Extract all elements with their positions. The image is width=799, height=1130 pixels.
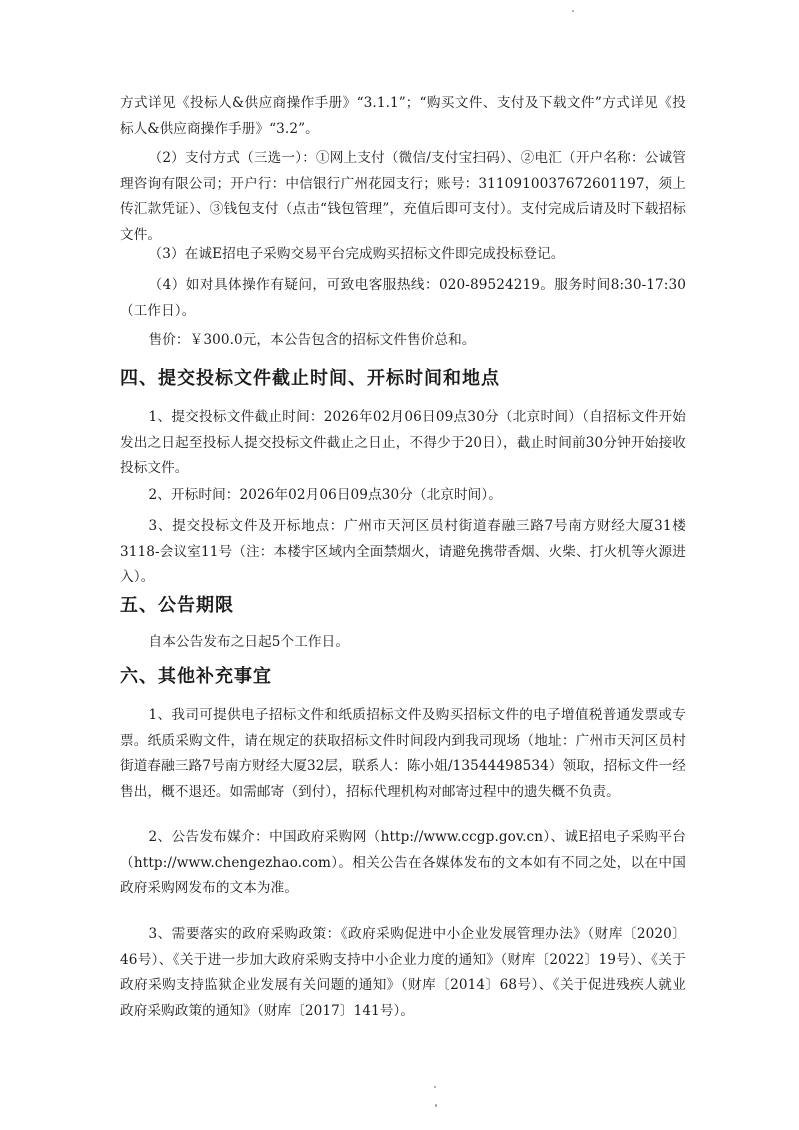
- scan-speck: [434, 1086, 436, 1088]
- paragraph-opening-time: 2、开标时间：2026年02月06日09点30分（北京时间）。: [148, 487, 502, 503]
- paragraph-submission-deadline: 1、提交投标文件截止时间：2026年02月06日09点30分（北京时间）（自招标文件开始发出之日起至投标人提交投标文件截止之日止，不得少于20日），截止时间前30分钟开始接收投标文件。: [120, 409, 686, 476]
- paragraph-hotline: （4）如对具体操作有疑问，可致电客服热线：020-89524219。服务时间8:30-17:30（工作日）。: [120, 277, 686, 319]
- paragraph-invoice-paper-docs: 1、我司可提供电子招标文件和纸质招标文件及购买招标文件的电子增值税普通发票或专票。纸质采购文件，请在规定的获取招标文件时间段内到我司现场（地址：广州市天河区员村街道春融三路7号南方财经大厦32层，联系人：陈小姐/13544498534）领取，招标文件一经售出，概不退还。如需邮寄（到付），招标代理机构对邮寄过程中的遗失概不负责。: [120, 707, 686, 800]
- paragraph-procurement-policies: 3、需要落实的政府采购政策：《政府采购促进中小企业发展管理办法》（财库〔2020〕46号）、《关于进一步加大政府采购支持中小企业力度的通知》（财库〔2022〕19号）、《关于政府采购支持监狱企业发展有关问题的通知》（财库〔2014〕68号）、《关于促进残疾人就业政府采购政策的通知》（财库〔2017〕141号）。: [120, 926, 686, 1019]
- paragraph-notice-period: 自本公告发布之日起5个工作日。: [148, 634, 350, 650]
- section-heading-supplementary: 六、其他补充事宜: [120, 666, 272, 687]
- paragraph-opening-location: 3、提交投标文件及开标地点：广州市天河区员村街道春融三路7号南方财经大厦31楼3118-会议室11号（注：本楼宇区域内全面禁烟火，请避免携带香烟、火柴、打火机等火源进入）。: [120, 518, 686, 585]
- section-heading-notice-period: 五、公告期限: [120, 595, 234, 616]
- paragraph-payment-methods: （2）支付方式（三选一）：①网上支付（微信/支付宝扫码）、②电汇（开户名称：公诚管理咨询有限公司；开户行：中信银行广州花园支行；账号：3110910037672601197，须上传汇款凭证）、③钱包支付（点击“钱包管理”，充值后即可支付）。支付完成后请及时下载招标文件。: [120, 150, 686, 243]
- scan-speck: [435, 1104, 437, 1107]
- section-heading-deadline: 四、提交投标文件截止时间、开标时间和地点: [120, 368, 500, 389]
- paragraph-manual-reference: 方式详见《投标人&供应商操作手册》“3.1.1”；“购买文件、支付及下载文件”方式详见《投标人&供应商操作手册》“3.2”。: [120, 95, 686, 137]
- paragraph-registration: （3）在诚E招电子采购交易平台完成购买招标文件即完成投标登记。: [148, 246, 565, 262]
- paragraph-price: 售价：￥300.0元，本公告包含的招标文件售价总和。: [148, 332, 476, 348]
- paragraph-publication-media: 2、公告发布媒介：中国政府采购网（http://www.ccgp.gov.cn）、诚E招电子采购平台（http://www.chengezhao.com）。相关公告在各媒体发布的文本如有不同之处，以在中国政府采购网发布的文本为准。: [120, 829, 686, 896]
- scan-speck: [572, 10, 574, 12]
